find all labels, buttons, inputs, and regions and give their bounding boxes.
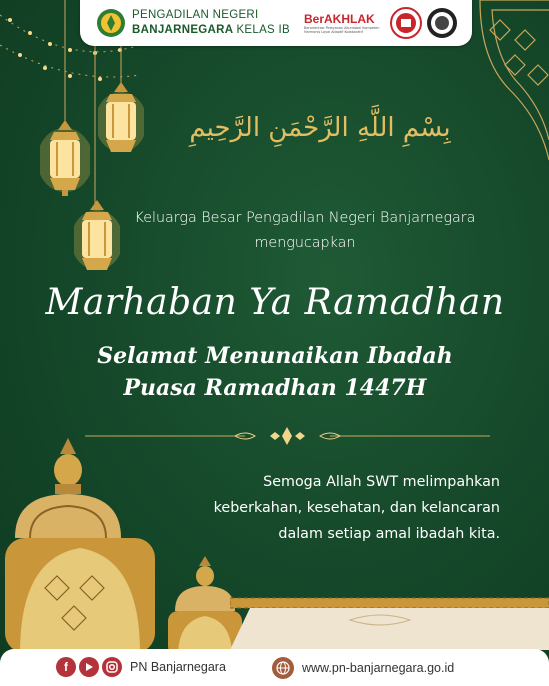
basmalah-text: بِسْمِ اللَّهِ الرَّحْمَنِ الرَّحِيمِ [189,113,451,143]
court-name [132,8,290,38]
greeting-text [95,206,515,256]
website-url[interactable]: www.pn-banjarnegara.go.id [302,661,455,675]
youtube-icon[interactable] [79,657,99,677]
instagram-icon[interactable] [102,657,122,677]
social-handle: PN Banjarnegara [130,660,226,674]
footer-bar [0,649,549,686]
prayer-line1: Semoga Allah SWT melimpahkan [263,474,500,490]
seal-icon [426,7,458,39]
website-link[interactable] [272,657,454,679]
greeting-line1: Keluarga Besar Pengadilan Negeri Banjarnegara [134,210,476,226]
court-name-line2: BANJARNEGARA KELAS IB [132,24,290,36]
lantern-icon [98,82,144,160]
prayer-text [175,469,500,547]
berakhlak-subtitle: Berorientasi Pelayanan Akuntabel Kompeten Harmonis Loyal Adaptif Kolaboratif [304,26,380,34]
berakhlak-title: BerAKHLAK [304,12,375,26]
main-title: Marhaban Ya Ramadhan [45,282,505,323]
golden-lantern-large [0,438,170,653]
subtitle-line2: Puasa Ramadhan 1447H [123,375,427,401]
prayer-line3: dalam setiap amal ibadah kita. [278,526,500,542]
seal-icon [390,7,422,39]
subtitle-line1: Selamat Menunaikan Ibadah [97,343,453,369]
lantern-icon [40,120,90,200]
subtitle [60,340,490,404]
header-bar [80,0,472,46]
berakhlak-logo-icon [304,12,386,34]
court-name-line1: PENGADILAN NEGERI [132,9,259,21]
basmalah-calligraphy [170,100,470,150]
prayer-line2: keberkahan, kesehatan, dan kelancaran [213,500,500,516]
court-logo-icon [96,8,126,38]
globe-icon [272,657,294,679]
book-stand-decoration [230,590,549,650]
social-links [56,657,226,677]
facebook-icon[interactable]: f [56,657,76,677]
greeting-line2: mengucapkan [254,235,356,251]
